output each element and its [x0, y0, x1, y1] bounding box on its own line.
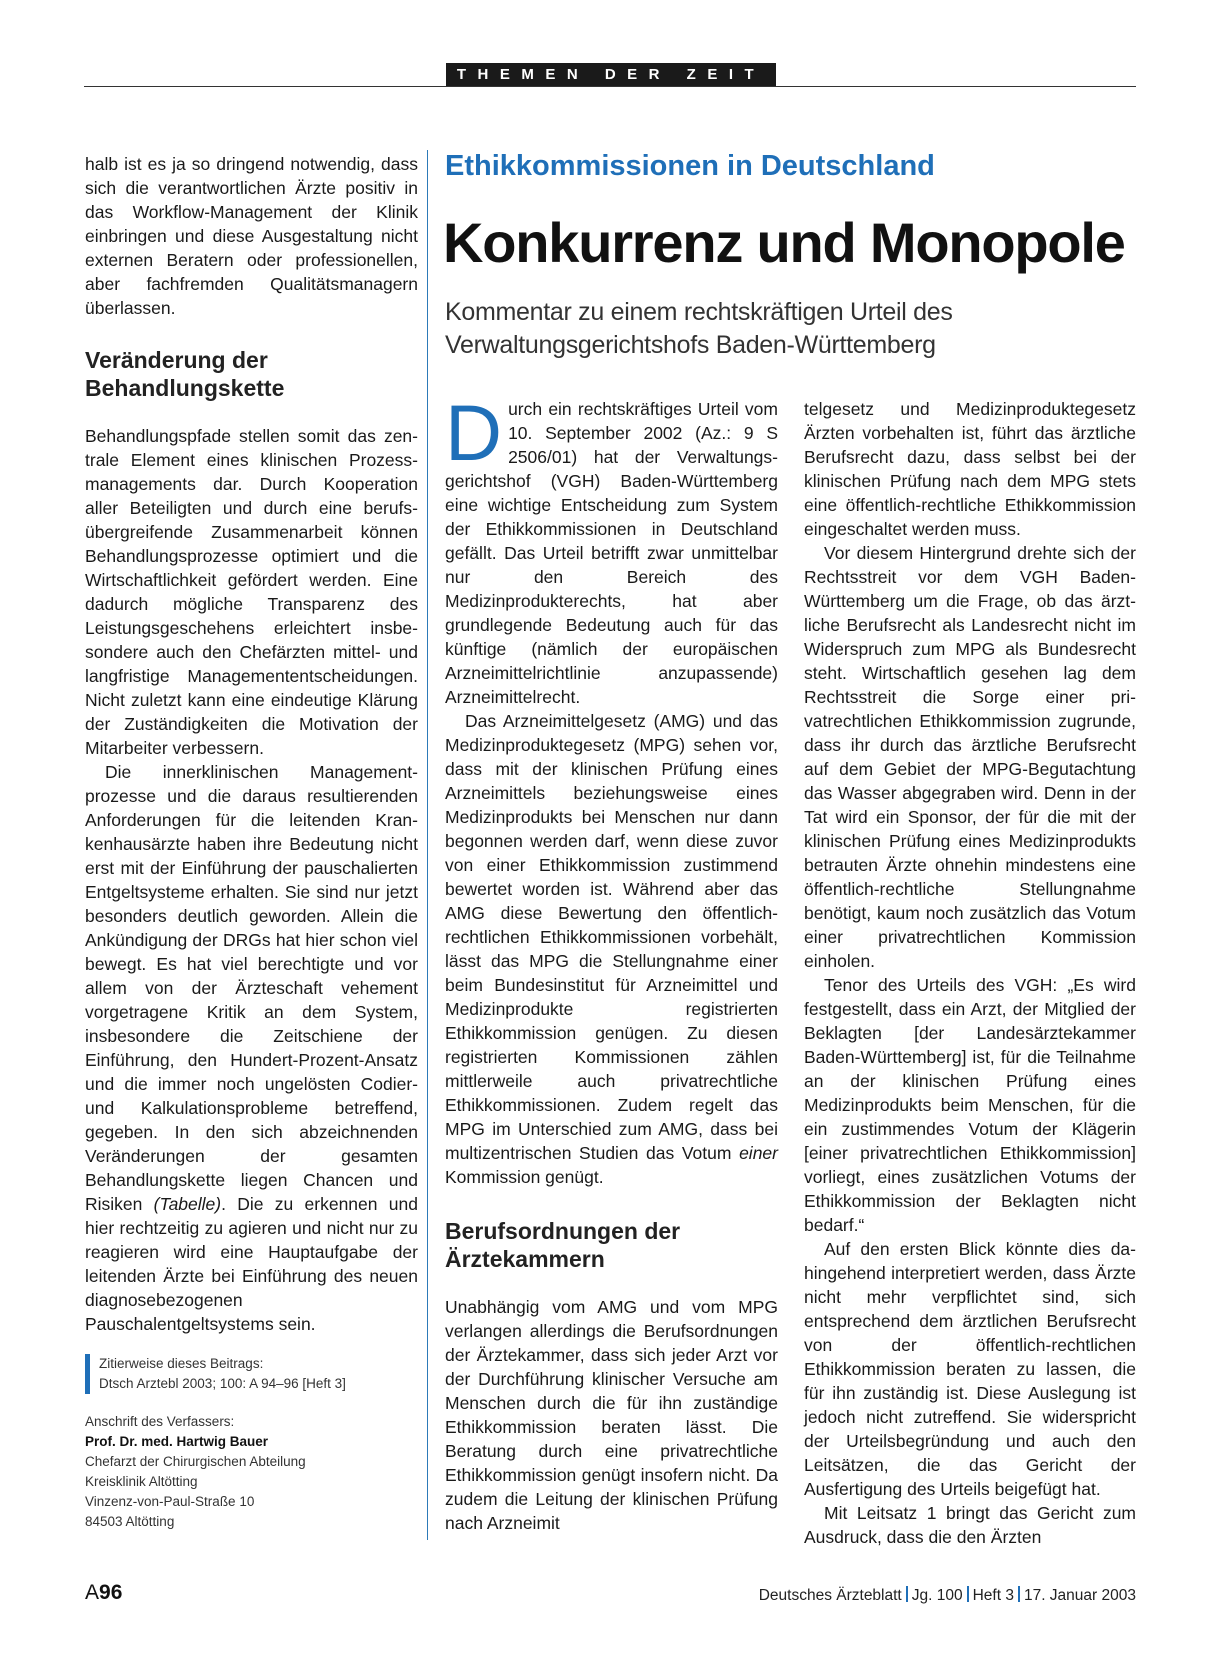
right-para-4: Auf den ersten Blick könnte dies dahingehend interpretiert werden, dass Ärzte nicht mehr verpflichtet sind, sich entsprechend dem ärztlichen Berufsrecht von der öffentlich-rechtlichen Ethikkommission beraten zu lassen, die für ihn zuständig ist. Diese Auslegung ist jedoch nicht zutreffend. Sie widerspricht der Urteilsbegründung und auch den Leitsätzen, die das Gericht der Ausfertigung des Urteils beigefügt hat. — [804, 1239, 1136, 1499]
journal-issue: Heft 3 — [972, 1587, 1014, 1604]
citation-line1: Zitierweise dieses Beitrags: — [99, 1356, 264, 1371]
right-para-1: telgesetz und Medizinproduktegesetz Ärzten vorbehalten ist, führt das ärztliche Berufsrecht dazu, dass selbst bei der klinischen Prüfung nach dem MPG stets eine öffentlich-rechtliche Ethikkommission eingeschaltet werden muss. — [804, 399, 1136, 539]
page-number-value: 96 — [99, 1581, 123, 1604]
left-subhead-line2: Behandlungskette — [85, 375, 285, 401]
page-number — [85, 1581, 122, 1605]
left-para-2-a: Die innerklinischen Managementprozesse und die daraus resultierenden Anforderungen für die leitenden Krankenhausärzte haben ihre Bedeutung nicht erst mit der Einführung der pauschalierten Entgeltsysteme erhalten. Sie sind nur jetzt besonders deutlich geworden. Allein die Ankündigung der DRGs hat hier schon viel bewegt. Es hat viel berechtigte und vor allem von der Ärzteschaft vehement vorgetragene Kritik an dem System, insbesondere die Zeitschiene der Einführung, den Hundert-Prozent-Ansatz und die immer noch ungelösten Codier- und Kalkulationsprobleme betreffend, gegeben. In den sich abzeichnenden Veränderungen der gesamten Behandlungskette liegen Chancen und Risiken — [85, 762, 418, 1214]
standfirst-line1: Kommentar zu einem rechtskräftigen Urteil des — [445, 298, 953, 326]
section-label: THEMEN DER ZEIT — [446, 63, 776, 86]
left-para-1: Behandlungspfade stellen somit das zentrale Element eines klinischen Prozessmanagements dar. Durch Kooperation aller Beteiligten und durch eine berufsübergreifende Zusammenarbeit können Behandlungsprozesse optimiert und die Wirtschaftlichkeit gefördert werden. Eine dadurch mögliche Transparenz des Leistungsgeschehens erleichtert insbesondere auch den Chefärzten mittel- und langfristige Managemententscheidungen. Nicht zuletzt kann eine eindeutige Klärung der Zuständigkeiten die Motivation der Mitarbeiter verbessern. — [85, 426, 418, 758]
left-para-2-b: . Die zu erkennen und hier rechtzeitig zu agieren und nicht nur zu reagieren wird eine Hauptaufgabe der leitenden Ärzte bei Einführung des neuen diagnosebezogenen Pauschalentgeltsystems sein. — [85, 1194, 418, 1334]
mid-para-3: Unabhängig vom AMG und vom MPG verlangen allerdings die Berufsordnungen der Ärztekammer, dass sich jeder Arzt vor der Durchführung klinischer Versuche am Menschen durch die für ihn zuständige Ethikkommission beraten lässt. Die Beratung durch eine privatrechtliche Ethikkommission genügt insofern nicht. Da zudem die Leitung der klinischen Prüfung nach Arzneimit — [445, 1297, 778, 1533]
author-name: Prof. Dr. med. Hartwig Bauer — [85, 1434, 269, 1449]
footer-citation — [759, 1586, 1136, 1605]
mid-para-2-a: Das Arzneimittelgesetz (AMG) und das Medizinproduktegesetz (MPG) sehen vor, dass mit der klinischen Prüfung eines Arzneimittels beziehungsweise eines Medizinprodukts bei Menschen nur dann begonnen werden darf, wenn diese zuvor von einer Ethikkommission zustimmend bewertet worden ist. Während aber das AMG diese Bewertung den öffentlich-rechtlichen Ethikkommissionen vorbehält, lässt das MPG die Stellungnahme einer beim Bundesinstitut für Arzneimittel und Medizinprodukte registrierten Ethikkommission genügen. Zu diesen registrierten Kommissionen zählen mittlerweile auch privatrechtliche Ethikkommissionen. Zudem regelt das MPG im Unterschied zum AMG, dass bei multizentrischen Studien das Votum — [445, 711, 778, 1163]
address-line1: Chefarzt der Chirurgischen Abteilung — [85, 1454, 306, 1469]
address-line2: Kreisklinik Altötting — [85, 1474, 198, 1489]
mid-subhead-line2: Ärztekammern — [445, 1246, 605, 1272]
page-prefix: A — [85, 1581, 100, 1604]
left-para-top: halb ist es ja so dringend notwendig, dass sich die verantwortlichen Ärzte positiv in das Workflow-Management der Klinik einbringen und diese Ausgestaltung nicht externen Beratern oder professionellen, aber fachfremden Qualitätsmanagern überlassen. — [85, 154, 418, 318]
journal-date: 17. Januar 2003 — [1023, 1587, 1136, 1604]
mid-para-1-text: urch ein rechtskräftiges Urteil vom 10. September 2002 (Az.: 9 S 2506/01) hat der Verwaltungsgerichtshof (VGH) Baden-Württemberg eine wichtige Entscheidung zum System der Ethikkommissionen in Deutschland gefällt. Das Urteil betrifft zwar unmittelbar nur den Bereich des Medizinprodukterechts, hat aber grundlegende Bedeutung auch für das künftige (nämlich der europäischen Arzneimittelrichtlinie anzupassende) Arzneimittelrecht. — [445, 399, 778, 707]
left-para-2 — [85, 760, 418, 1336]
drop-cap: D — [445, 388, 503, 477]
header-rule — [84, 86, 1136, 87]
standfirst-line2: Verwaltungsgerichtshofs Baden-Württemberg — [445, 331, 936, 359]
right-para-3: Tenor des Urteils des VGH: „Es wird festgestellt, dass ein Arzt, der Mitglied der Beklagten [der Landesärztekammer Baden-Württemberg] ist, für die Teilnahme an der klinischen Prüfung eines Medizinprodukts beim Menschen, für die ein zustimmendes Votum der Klägerin [einer privatrechtlichen Ethikkommission] vorliegt, eines zusätzlichen Votums der Ethikkommission der Beklagten nicht bedarf.“ — [804, 975, 1136, 1235]
mid-para-2 — [445, 709, 778, 1189]
mid-para-2-em: einer — [739, 1143, 778, 1163]
mid-para-2-b: Kommission genügt. — [445, 1167, 604, 1187]
mid-subhead-line1: Berufsordnungen der — [445, 1218, 681, 1244]
left-column — [85, 152, 418, 1532]
mid-subhead — [445, 1217, 778, 1273]
left-subhead-line1: Veränderung der — [85, 347, 268, 373]
left-para-2-em: (Tabelle) — [153, 1194, 222, 1214]
footer-separator — [1018, 1586, 1020, 1602]
article-kicker: Ethikkommissionen in Deutschland — [445, 150, 935, 182]
address-line4: 84503 Altötting — [85, 1514, 175, 1529]
journal-name: Deutsches Ärzteblatt — [758, 1587, 902, 1604]
author-address — [85, 1412, 418, 1532]
citation-block — [85, 1354, 418, 1394]
address-label: Anschrift des Verfassers: — [85, 1414, 235, 1429]
middle-column — [445, 388, 778, 1535]
left-subhead — [85, 346, 418, 402]
footer-separator — [967, 1586, 969, 1602]
column-divider — [427, 150, 428, 1540]
right-para-2: Vor diesem Hintergrund drehte sich der Rechtsstreit vor dem VGH Baden-Württemberg um die Frage, ob das ärztliche Berufsrecht als Landesrecht nicht im Widerspruch zum MPG als Bundesrecht steht. Wirtschaftlich gesehen lag dem Rechtsstreit die Sorge einer privatrechtlichen Ethikkommission zugrunde, dass ihr durch das ärztliche Berufsrecht auf dem Gebiet der MPG-Begutachtung das Wasser abgegraben wird. Denn in der Tat wird ein Sponsor, der für die mit der klinischen Prüfung eines Medizinprodukts betrauten Ärzte ohnehin mindestens eine öffentlich-rechtliche Stellungnahme benötigt, kaum noch zusätzlich das Votum einer privatrechtlichen Kommission einholen. — [804, 543, 1136, 971]
citation-line2: Dtsch Arztebl 2003; 100: A 94–96 [Heft 3] — [99, 1376, 346, 1391]
right-para-5: Mit Leitsatz 1 bringt das Gericht zum Ausdruck, dass die den Ärzten — [804, 1503, 1136, 1547]
mid-para-1 — [445, 388, 778, 709]
article-standfirst — [445, 296, 1135, 362]
right-column — [804, 397, 1136, 1549]
address-line3: Vinzenz-von-Paul-Straße 10 — [85, 1494, 255, 1509]
article-title: Konkurrenz und Monopole — [443, 211, 1125, 274]
journal-volume: Jg. 100 — [911, 1587, 963, 1604]
footer-separator — [906, 1586, 908, 1602]
